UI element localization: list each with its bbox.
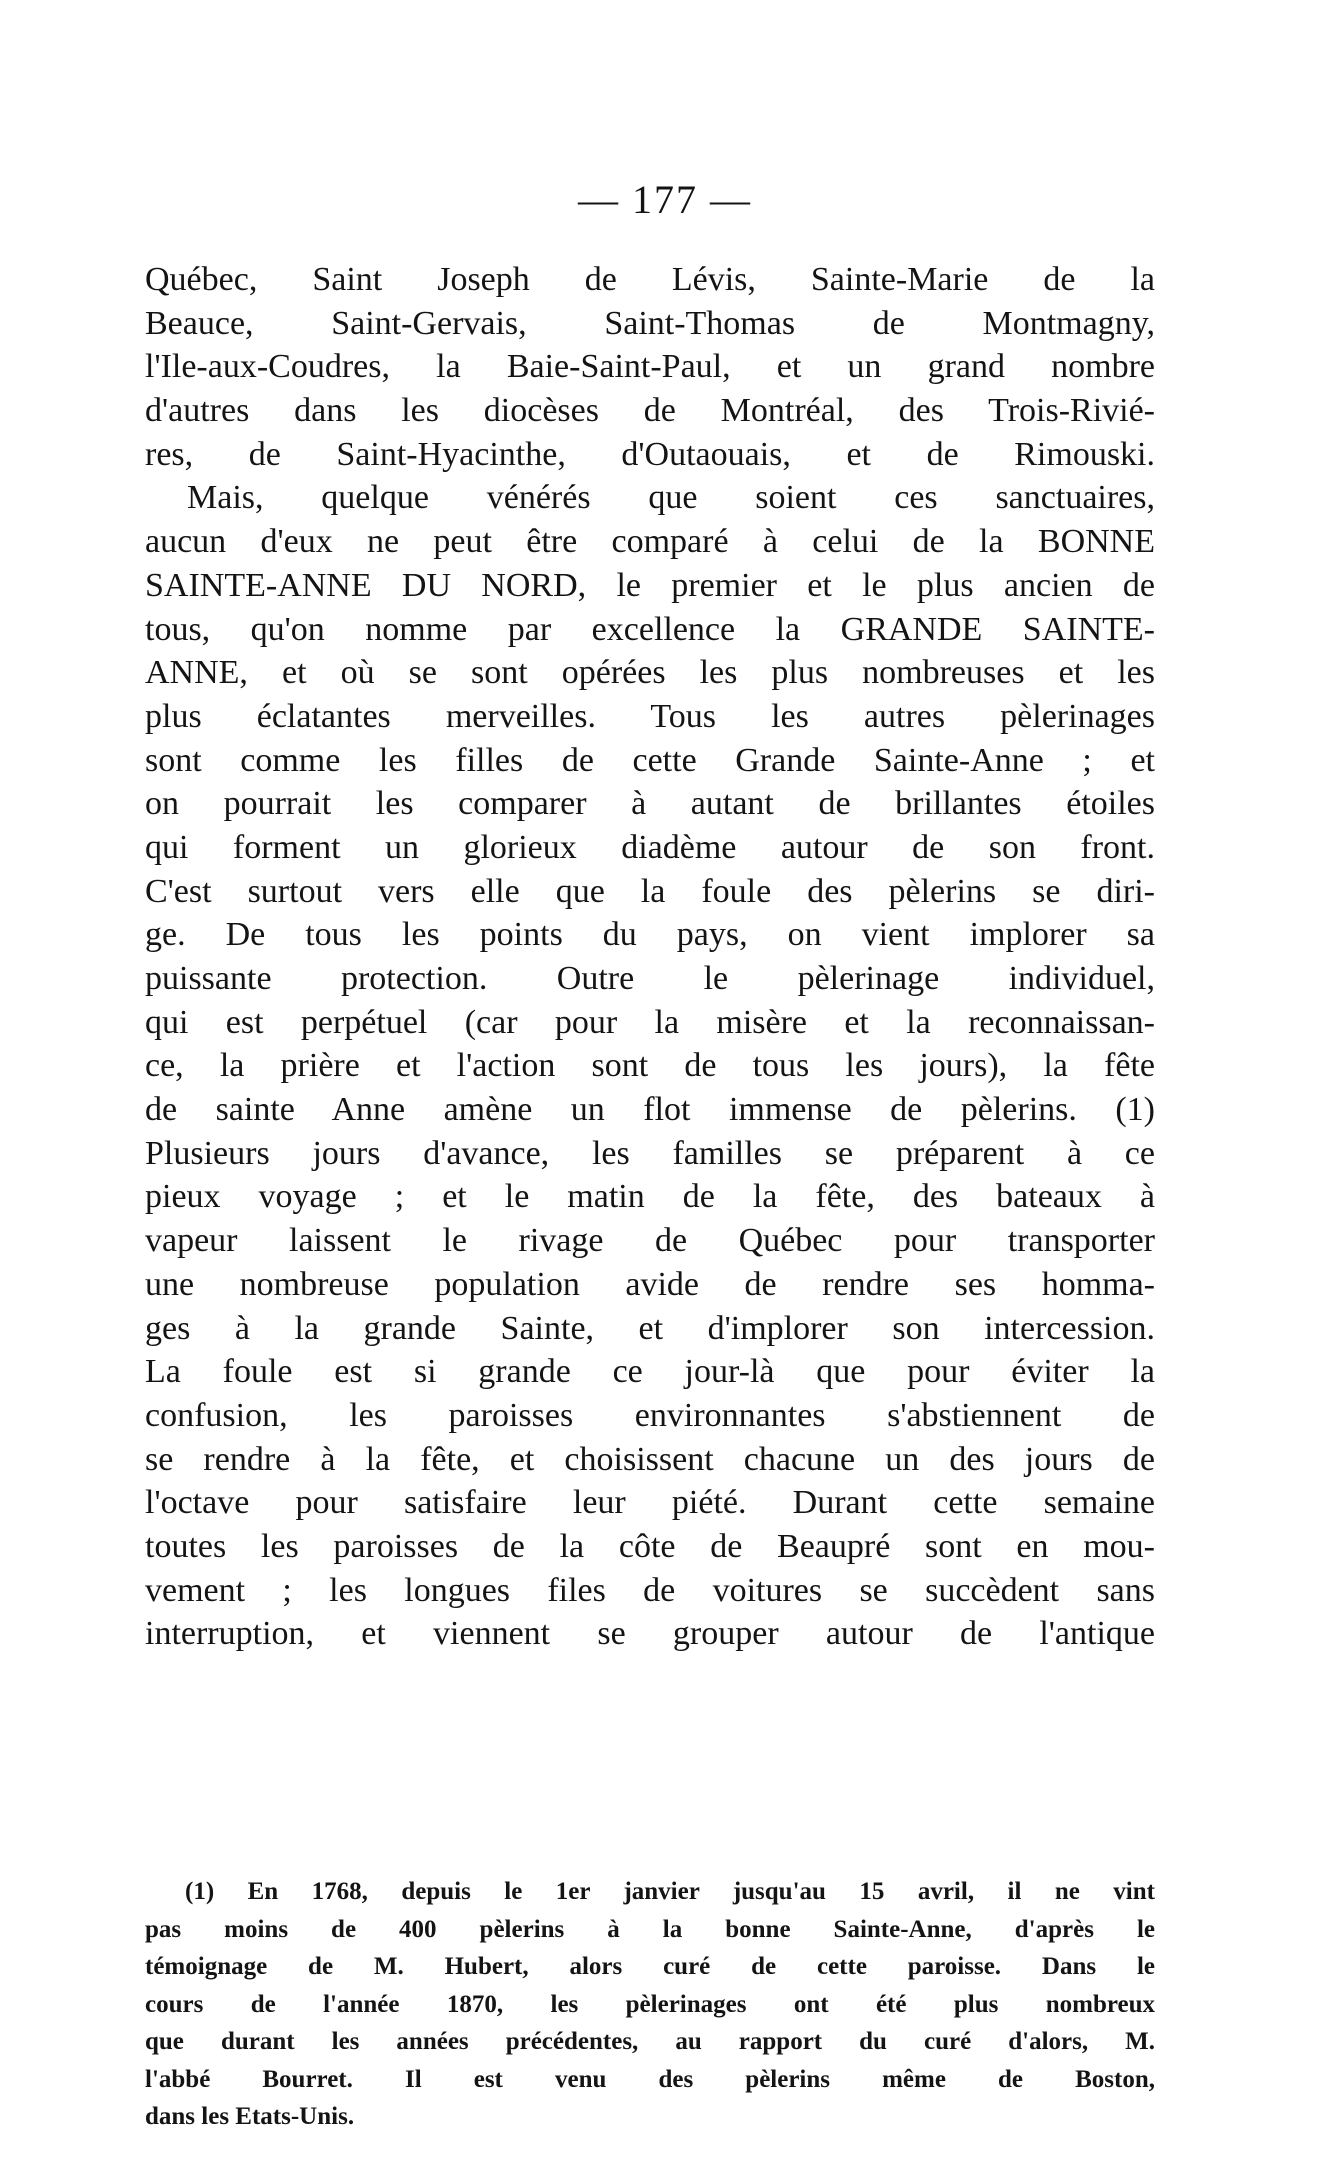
text-line: SAINTE-ANNE DU NORD, le premier et le plus ancien de [145, 566, 1155, 604]
text-line: ce, la prière et l'action sont de tous les jours), la fête [145, 1047, 1155, 1085]
text-line: Québec, Saint Joseph de Lévis, Sainte-Marie de la [145, 261, 1155, 298]
text-line: vapeur laissent le rivage de Québec pour transporter [145, 1222, 1155, 1260]
footnote [145, 1873, 1155, 2136]
footnote-line: dans les Etats-Unis. [145, 2103, 355, 2130]
text-line: aucun d'eux ne peut être comparé à celui de la BONNE [145, 523, 1155, 561]
page-number: — 177 — [578, 177, 752, 222]
text-line: on pourrait les comparer à autant de brillantes étoiles [145, 785, 1155, 823]
text-line: tous, qu'on nomme par excellence la GRANDE SAINTE- [145, 610, 1155, 648]
text-line: qui forment un glorieux diadème autour de son front. [145, 828, 1155, 866]
text-line: une nombreuse population avide de rendre ses homma- [145, 1265, 1155, 1303]
text-line: sont comme les filles de cette Grande Sainte-Anne ; et [145, 741, 1155, 779]
text-line: Mais, quelque vénérés que soient ces sanctuaires, [187, 479, 1155, 517]
text-line: confusion, les paroisses environnantes s'abstiennent de [145, 1396, 1155, 1434]
text-line: ANNE, et où se sont opérées les plus nombreuses et les [145, 654, 1155, 692]
text-line: se rendre à la fête, et choisissent chacune un des jours de [145, 1440, 1155, 1478]
text-line: res, de Saint-Hyacinthe, d'Outaouais, et de Rimouski. [145, 435, 1155, 473]
footnote-line: (1) En 1768, depuis le 1er janvier jusqu'au 15 avril, il ne vint [185, 1878, 1155, 1905]
text-line: toutes les paroisses de la côte de Beaupré sont en mou- [145, 1527, 1155, 1565]
text-line: Beauce, Saint-Gervais, Saint-Thomas de Montmagny, [145, 304, 1155, 342]
text-line: plus éclatantes merveilles. Tous les autres pèlerinages [145, 697, 1155, 735]
text-line: l'Ile-aux-Coudres, la Baie-Saint-Paul, et un grand nombre [145, 348, 1155, 386]
text-line: d'autres dans les diocèses de Montréal, des Trois-Rivié- [145, 392, 1155, 430]
text-line: l'octave pour satisfaire leur piété. Durant cette semaine [145, 1484, 1155, 1522]
footnote-line: que durant les années précédentes, au rapport du curé d'alors, M. [145, 2028, 1155, 2055]
footnote-line: pas moins de 400 pèlerins à la bonne Sainte-Anne, d'après le [145, 1915, 1155, 1943]
text-line: pieux voyage ; et le matin de la fête, des bateaux à [145, 1178, 1155, 1216]
footnote-line: témoignage de M. Hubert, alors curé de cette paroisse. Dans le [145, 1953, 1155, 1980]
footnote-line: cours de l'année 1870, les pèlerinages ont été plus nombreux [145, 1990, 1155, 2018]
text-line: ges à la grande Sainte, et d'implorer son intercession. [145, 1309, 1155, 1347]
text-line: puissante protection. Outre le pèlerinage individuel, [145, 960, 1155, 997]
text-line: interruption, et viennent se grouper autour de l'antique [145, 1615, 1155, 1653]
text-line: C'est surtout vers elle que la foule des pèlerins se diri- [145, 872, 1155, 910]
text-line: vement ; les longues files de voitures se succèdent sans [145, 1571, 1155, 1609]
main-text [145, 258, 1155, 1656]
text-line: La foule est si grande ce jour-là que pour éviter la [145, 1353, 1155, 1391]
footnote-line: l'abbé Bourret. Il est venu des pèlerins même de Boston, [145, 2065, 1155, 2093]
text-line: qui est perpétuel (car pour la misère et la reconnaissan- [145, 1003, 1155, 1041]
text-line: Plusieurs jours d'avance, les familles se préparent à ce [145, 1134, 1155, 1172]
text-line: ge. De tous les points du pays, on vient implorer sa [145, 916, 1155, 954]
text-line: de sainte Anne amène un flot immense de pèlerins. (1) [145, 1091, 1155, 1129]
